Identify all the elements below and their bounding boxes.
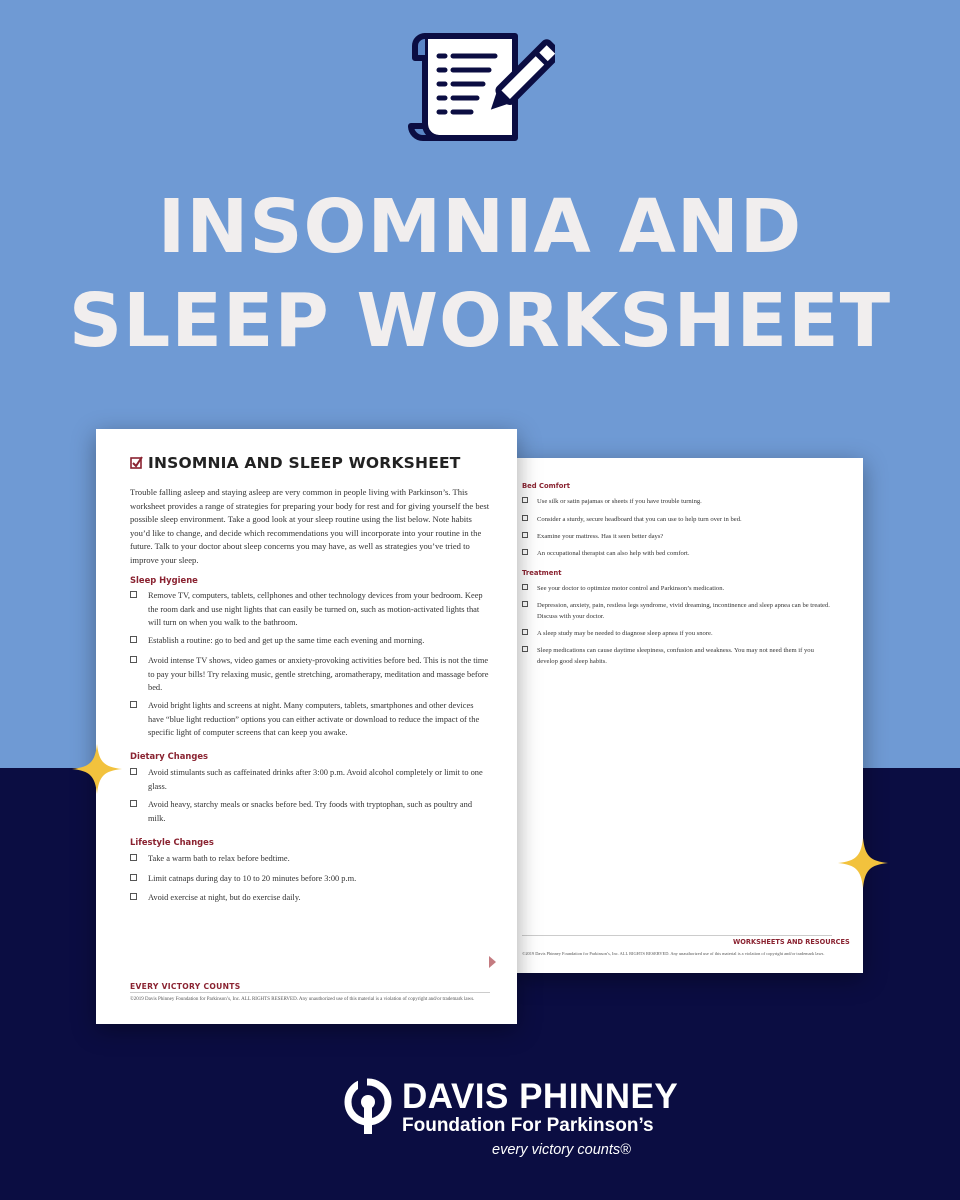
checkbox-icon[interactable]: [522, 601, 528, 607]
checkbox-icon[interactable]: [130, 874, 137, 881]
section-heading: Bed Comfort: [522, 482, 570, 490]
checkbox-icon[interactable]: [130, 591, 137, 598]
checklist-item: See your doctor to optimize motor control and Parkinson’s medication.: [522, 583, 832, 594]
checklist-item: Avoid stimulants such as caffeinated drinks after 3:00 p.m. Avoid alcohol completely or limit to one glass.: [130, 766, 490, 793]
checkbox-icon[interactable]: [130, 656, 137, 663]
checklist-item: Use silk or satin pajamas or sheets if you have trouble turning.: [522, 496, 832, 507]
footer-divider: [522, 935, 832, 936]
checklist-item: Remove TV, computers, tablets, cellphones and other technology devices from your bedroom. Keep the room dark and use night lights that can easily be turned on, such as motion-activated lights that will turn on when you walk to the bathroom.: [130, 589, 490, 630]
footer-copyright: ©2019 Davis Phinney Foundation for Parkinson’s, Inc. ALL RIGHTS RESERVED. Any unauthorized use of this material is a violation of copyright and/or trademark laws.: [130, 997, 475, 1002]
logo-tagline: every victory counts®: [492, 1142, 631, 1158]
footer-divider: [130, 992, 490, 993]
checklist-item: Avoid exercise at night, but do exercise daily.: [130, 891, 490, 905]
checklist-item: Avoid bright lights and screens at night. Many computers, tablets, smartphones and other devices have “blue light reduction” options you can either activate or download to reduce the impact of the specific light of computer screens that can keep you awake.: [130, 699, 490, 740]
checklist-item: Avoid intense TV shows, video games or anxiety-provoking activities before bed. This is not the time to pay your bills! Try relaxing music, gentle stretching, aromatherapy, meditation and massage before bed.: [130, 654, 490, 695]
checkbox-icon[interactable]: [522, 515, 528, 521]
checkbox-icon[interactable]: [130, 893, 137, 900]
checklist-item: Consider a sturdy, secure headboard that you can use to help turn over in bed.: [522, 514, 832, 525]
intro-paragraph: Trouble falling asleep and staying asleep are very common in people living with Parkinson’s. This worksheet provides a range of strategies for preparing your body for rest and for giving yourself the best possible sleep environment. Take a good look at your sleep routine using the list below. Note habits you’d like to change, and decide which recommendations you will incorporate into your routine in the future. Talk to your doctor about sleep concerns you may have, as well as strategies you’ve tried to improve your sleep.: [130, 487, 490, 565]
checkbox-icon[interactable]: [130, 636, 137, 643]
section-heading: Treatment: [522, 569, 562, 577]
title-line-1: INSOMNIA AND: [157, 184, 803, 270]
worksheet-page-1: [96, 429, 517, 1024]
footer-label: WORKSHEETS AND RESOURCES: [733, 938, 850, 946]
title-line-2: SLEEP WORKSHEET: [68, 278, 892, 364]
document-pencil-icon: [405, 30, 555, 155]
checkbox-icon[interactable]: [130, 854, 137, 861]
checkbox-icon[interactable]: [522, 497, 528, 503]
checkbox-icon[interactable]: [522, 532, 528, 538]
section-heading: Lifestyle Changes: [130, 837, 214, 847]
section-heading: Sleep Hygiene: [130, 575, 198, 585]
logo-subtitle: Foundation For Parkinson’s: [402, 1115, 654, 1136]
checklist-item: Avoid heavy, starchy meals or snacks before bed. Try foods with tryptophan, such as poultry and milk.: [130, 798, 490, 825]
checkbox-icon[interactable]: [522, 549, 528, 555]
checklist-item: Examine your mattress. Has it seen better days?: [522, 531, 832, 542]
checklist-item: Sleep medications can cause daytime sleepiness, confusion and weakness. You may not need them if you develop good sleep habits.: [522, 645, 832, 667]
checklist-item: A sleep study may be needed to diagnose sleep apnea if you snore.: [522, 628, 832, 639]
sparkle-icon: [70, 742, 124, 796]
checkbox-icon[interactable]: [522, 646, 528, 652]
footer-brand: EVERY VICTORY COUNTS: [130, 982, 241, 991]
checkbox-icon[interactable]: [522, 629, 528, 635]
checkbox-icon[interactable]: [130, 768, 137, 775]
checkbox-icon[interactable]: [522, 584, 528, 590]
checkbox-checked-icon: [130, 456, 143, 469]
logo-name: DAVIS PHINNEY: [402, 1077, 679, 1116]
checklist-item: An occupational therapist can also help with bed comfort.: [522, 548, 832, 559]
worksheet-page-2: [515, 458, 863, 973]
checklist-item: Limit catnaps during day to 10 to 20 minutes before 3:00 p.m.: [130, 872, 490, 886]
checkbox-icon[interactable]: [130, 701, 137, 708]
sparkle-icon: [836, 836, 890, 890]
page-title: [0, 180, 960, 368]
footer-copyright: ©2019 Davis Phinney Foundation for Parkinson’s, Inc. ALL RIGHTS RESERVED. Any unauthorized use of this material is a violation of copyright and/or trademark laws.: [522, 951, 825, 956]
next-page-arrow-icon[interactable]: [489, 956, 496, 968]
foundation-logo-icon: [344, 1078, 392, 1134]
section-heading: Dietary Changes: [130, 751, 209, 761]
checklist-item: Depression, anxiety, pain, restless legs syndrome, vivid dreaming, incontinence and sleep apnea can be treated. Discuss with your doctor.: [522, 600, 832, 622]
worksheet-title: INSOMNIA AND SLEEP WORKSHEET: [130, 454, 461, 472]
checklist-item: Establish a routine: go to bed and get up the same time each evening and morning.: [130, 634, 490, 648]
checkbox-icon[interactable]: [130, 800, 137, 807]
checklist-item: Take a warm bath to relax before bedtime.: [130, 852, 490, 866]
